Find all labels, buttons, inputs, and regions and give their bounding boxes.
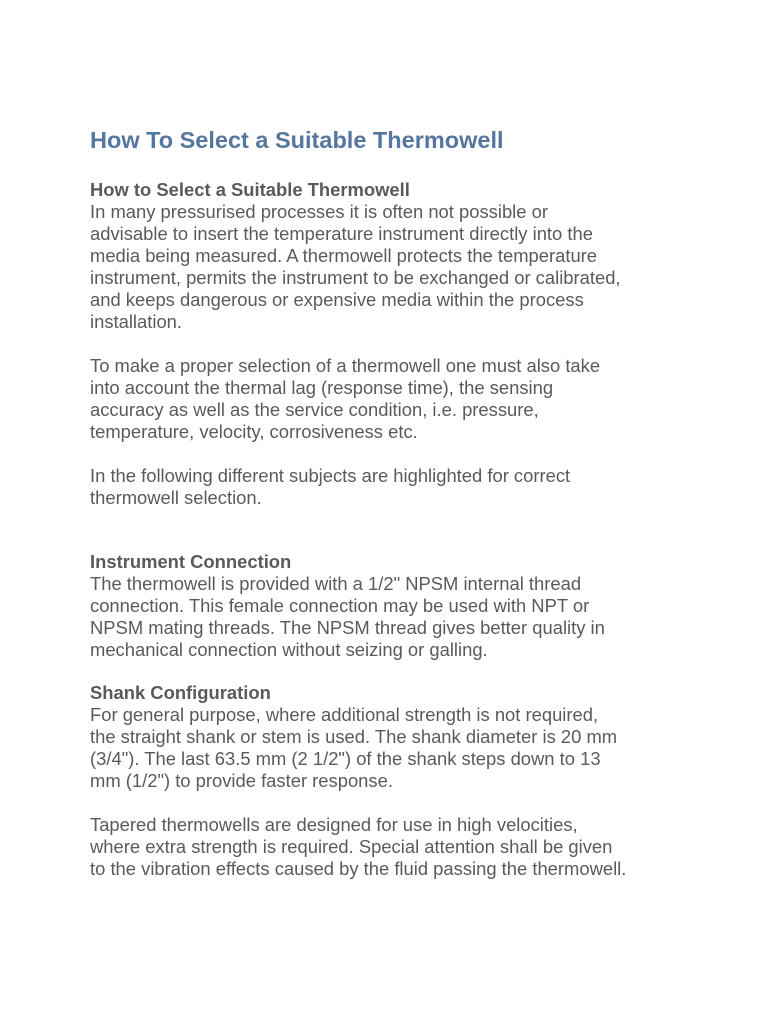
text-line: advisable to insert the temperature instrument directly into the	[90, 223, 593, 244]
document-title: How To Select a Suitable Thermowell	[90, 127, 504, 153]
intro-section	[90, 179, 690, 509]
intro-heading: How to Select a Suitable Thermowell	[90, 179, 410, 200]
text-line: To make a proper selection of a thermowell one must also take	[90, 355, 601, 376]
text-line: In the following different subjects are highlighted for correct	[90, 465, 571, 486]
text-line: to the vibration effects caused by the fluid passing the thermowell.	[90, 858, 627, 879]
text-line: The thermowell is provided with a 1/2" NPSM internal thread	[90, 573, 582, 594]
text-line: For general purpose, where additional strength is not required,	[90, 704, 599, 725]
intro-paragraph-1	[90, 201, 690, 333]
instrument-connection-heading: Instrument Connection	[90, 551, 292, 572]
instrument-connection-paragraph	[90, 573, 690, 661]
text-line: thermowell selection.	[90, 487, 262, 508]
shank-configuration-section	[90, 682, 690, 880]
text-line: instrument, permits the instrument to be exchanged or calibrated,	[90, 267, 621, 288]
shank-configuration-paragraph-1	[90, 704, 690, 792]
document-page	[90, 124, 690, 880]
shank-configuration-heading: Shank Configuration	[90, 682, 271, 703]
text-line: NPSM mating threads. The NPSM thread gives better quality in	[90, 617, 605, 638]
text-line: (3/4"). The last 63.5 mm (2 1/2") of the shank steps down to 13	[90, 748, 601, 769]
text-line: mechanical connection without seizing or galling.	[90, 639, 488, 660]
text-line: the straight shank or stem is used. The shank diameter is 20 mm	[90, 726, 618, 747]
instrument-connection-section	[90, 551, 690, 661]
text-line: mm (1/2") to provide faster response.	[90, 770, 393, 791]
text-line: into account the thermal lag (response time), the sensing	[90, 377, 554, 398]
text-line: connection. This female connection may be used with NPT or	[90, 595, 590, 616]
text-line: installation.	[90, 311, 183, 332]
text-line: accuracy as well as the service condition, i.e. pressure,	[90, 399, 539, 420]
text-line: Tapered thermowells are designed for use in high velocities,	[90, 814, 578, 835]
text-line: In many pressurised processes it is often not possible or	[90, 201, 548, 222]
text-line: media being measured. A thermowell protects the temperature	[90, 245, 598, 266]
shank-configuration-paragraph-2	[90, 814, 690, 880]
text-line: where extra strength is required. Special attention shall be given	[90, 836, 613, 857]
text-line: and keeps dangerous or expensive media within the process	[90, 289, 584, 310]
intro-paragraph-3	[90, 465, 690, 509]
intro-paragraph-2	[90, 355, 690, 443]
text-line: temperature, velocity, corrosiveness etc.	[90, 421, 418, 442]
